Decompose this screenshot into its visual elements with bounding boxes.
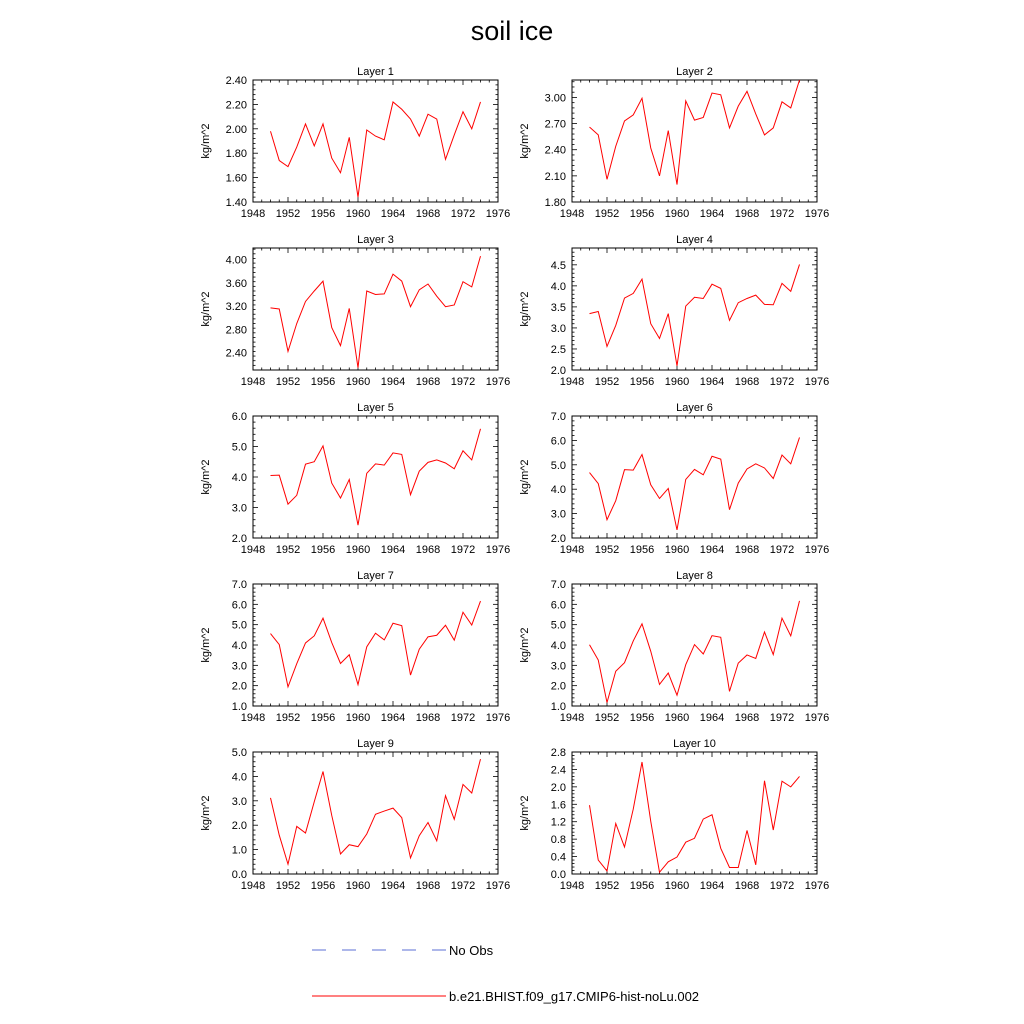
panel-title: Layer 2 <box>676 66 713 78</box>
panel-layer-8 <box>519 570 829 724</box>
y-tick-label: 4.5 <box>550 259 566 272</box>
y-tick-label: 0.8 <box>550 834 566 847</box>
y-axis-label: kg/m^2 <box>200 291 212 327</box>
x-tick-label: 1964 <box>699 880 725 892</box>
x-tick-label: 1956 <box>310 376 336 388</box>
y-tick-label: 2.40 <box>225 347 247 360</box>
x-tick-label: 1968 <box>734 208 760 220</box>
x-tick-label: 1972 <box>769 544 795 556</box>
figure-title: soil ice <box>470 16 554 46</box>
y-tick-label: 1.6 <box>550 799 566 812</box>
x-tick-label: 1952 <box>275 208 301 220</box>
x-tick-label: 1960 <box>664 880 690 892</box>
y-tick-label: 5.0 <box>231 441 247 454</box>
y-tick-label: 0.0 <box>231 869 247 881</box>
x-tick-label: 1968 <box>734 712 760 724</box>
y-tick-label: 7.0 <box>550 579 566 591</box>
y-axis-label: kg/m^2 <box>519 291 531 327</box>
x-tick-label: 1976 <box>804 712 830 724</box>
panel-layer-3 <box>200 234 510 388</box>
plot-frame <box>572 248 817 370</box>
x-tick-label: 1968 <box>415 880 441 892</box>
data-line-series-1 <box>271 102 481 197</box>
panel-title: Layer 4 <box>676 234 713 246</box>
y-tick-label: 3.0 <box>231 795 247 808</box>
y-tick-label: 2.80 <box>225 324 247 337</box>
data-line-series-1 <box>271 429 481 525</box>
x-tick-label: 1952 <box>594 544 620 556</box>
x-tick-label: 1964 <box>699 208 725 220</box>
y-axis-label: kg/m^2 <box>200 627 212 663</box>
y-tick-label: 6.0 <box>231 411 247 423</box>
y-tick-label: 2.0 <box>231 533 247 545</box>
x-tick-label: 1972 <box>769 208 795 220</box>
panel-title: Layer 6 <box>676 402 713 414</box>
x-tick-label: 1948 <box>240 544 266 556</box>
x-tick-label: 1976 <box>804 376 830 388</box>
y-tick-label: 1.0 <box>550 701 566 713</box>
x-tick-label: 1956 <box>629 208 655 220</box>
x-tick-label: 1952 <box>594 208 620 220</box>
y-tick-label: 3.0 <box>550 508 566 521</box>
x-tick-label: 1968 <box>415 544 441 556</box>
x-tick-label: 1948 <box>559 376 585 388</box>
x-tick-label: 1956 <box>629 544 655 556</box>
y-tick-label: 1.0 <box>231 701 247 713</box>
y-tick-label: 2.8 <box>550 747 566 759</box>
x-tick-label: 1948 <box>559 544 585 556</box>
y-tick-label: 6.0 <box>550 435 566 448</box>
y-tick-label: 2.0 <box>550 781 566 794</box>
y-tick-label: 2.0 <box>550 533 566 545</box>
x-tick-label: 1964 <box>380 712 406 724</box>
legend-model-label: b.e21.BHIST.f09_g17.CMIP6-hist-noLu.002 <box>449 989 700 1004</box>
y-tick-label: 1.60 <box>225 172 247 185</box>
panel-title: Layer 9 <box>357 738 394 750</box>
x-tick-label: 1952 <box>594 712 620 724</box>
y-tick-label: 4.0 <box>550 640 566 652</box>
y-axis-label: kg/m^2 <box>200 123 212 159</box>
y-tick-label: 2.0 <box>231 680 247 693</box>
x-tick-label: 1972 <box>450 376 476 388</box>
y-tick-label: 4.0 <box>550 484 566 497</box>
x-tick-label: 1960 <box>664 712 690 724</box>
y-tick-label: 7.0 <box>231 579 247 591</box>
x-tick-label: 1952 <box>594 880 620 892</box>
y-tick-label: 2.4 <box>550 764 566 777</box>
y-tick-label: 4.0 <box>231 640 247 652</box>
y-tick-label: 3.5 <box>550 301 566 314</box>
x-tick-label: 1972 <box>450 544 476 556</box>
x-tick-label: 1956 <box>310 208 336 220</box>
x-tick-label: 1976 <box>804 544 830 556</box>
y-tick-label: 2.0 <box>550 680 566 693</box>
y-tick-label: 3.0 <box>550 660 566 673</box>
y-tick-label: 5.0 <box>231 747 247 759</box>
plot-frame <box>572 80 817 202</box>
panel-layer-1 <box>200 66 510 220</box>
x-tick-label: 1972 <box>450 880 476 892</box>
plot-frame <box>253 584 498 706</box>
panel-layer-5 <box>200 402 510 556</box>
x-tick-label: 1956 <box>310 712 336 724</box>
panel-layer-2 <box>519 66 829 220</box>
y-tick-label: 0.0 <box>550 869 566 881</box>
y-tick-label: 5.0 <box>231 619 247 632</box>
x-tick-label: 1956 <box>629 712 655 724</box>
y-axis-label: kg/m^2 <box>519 459 531 495</box>
y-axis-label: kg/m^2 <box>519 627 531 663</box>
plot-frame <box>253 248 498 370</box>
x-tick-label: 1968 <box>415 208 441 220</box>
y-tick-label: 1.80 <box>544 197 566 209</box>
x-tick-label: 1960 <box>345 376 371 388</box>
x-tick-label: 1976 <box>485 376 511 388</box>
x-tick-label: 1968 <box>734 544 760 556</box>
x-tick-label: 1948 <box>240 208 266 220</box>
plot-frame <box>253 80 498 202</box>
x-tick-label: 1960 <box>345 712 371 724</box>
y-tick-label: 1.0 <box>231 844 247 857</box>
x-tick-label: 1964 <box>380 880 406 892</box>
y-tick-label: 2.0 <box>550 365 566 377</box>
y-tick-label: 3.60 <box>225 277 247 290</box>
y-tick-label: 3.00 <box>544 92 566 105</box>
data-line-series-1 <box>590 437 800 529</box>
data-line-series-1 <box>590 80 800 185</box>
x-tick-label: 1956 <box>310 544 336 556</box>
y-tick-label: 1.80 <box>225 148 247 161</box>
y-tick-label: 2.40 <box>225 75 247 87</box>
data-line-series-1 <box>271 601 481 687</box>
x-tick-label: 1948 <box>240 712 266 724</box>
panel-layer-9 <box>200 738 510 892</box>
panel-layer-10 <box>519 738 829 892</box>
panel-layer-7 <box>200 570 510 724</box>
x-tick-label: 1972 <box>769 376 795 388</box>
x-tick-label: 1968 <box>734 376 760 388</box>
panel-title: Layer 10 <box>673 738 716 750</box>
y-tick-label: 4.0 <box>231 771 247 784</box>
y-tick-label: 3.0 <box>550 322 566 335</box>
x-tick-label: 1948 <box>559 712 585 724</box>
panel-title: Layer 1 <box>357 66 394 78</box>
x-tick-label: 1968 <box>415 712 441 724</box>
x-tick-label: 1976 <box>485 712 511 724</box>
x-tick-label: 1972 <box>769 880 795 892</box>
y-tick-label: 0.4 <box>550 851 566 864</box>
y-tick-label: 2.70 <box>544 118 566 131</box>
y-tick-label: 2.5 <box>550 343 566 356</box>
x-tick-label: 1952 <box>275 376 301 388</box>
data-line-series-1 <box>590 601 800 703</box>
panel-layer-4 <box>519 234 829 388</box>
x-tick-label: 1964 <box>699 712 725 724</box>
x-tick-label: 1972 <box>769 712 795 724</box>
y-tick-label: 2.20 <box>225 99 247 112</box>
x-tick-label: 1956 <box>310 880 336 892</box>
plot-frame <box>572 752 817 874</box>
y-axis-label: kg/m^2 <box>519 795 531 831</box>
data-line-series-1 <box>590 264 800 365</box>
x-tick-label: 1956 <box>629 880 655 892</box>
x-tick-label: 1964 <box>699 544 725 556</box>
plot-frame <box>572 416 817 538</box>
panel-title: Layer 3 <box>357 234 394 246</box>
x-tick-label: 1968 <box>734 880 760 892</box>
x-tick-label: 1960 <box>345 880 371 892</box>
x-tick-label: 1952 <box>594 376 620 388</box>
x-tick-label: 1948 <box>559 880 585 892</box>
x-tick-label: 1976 <box>804 208 830 220</box>
x-tick-label: 1960 <box>664 208 690 220</box>
y-tick-label: 6.0 <box>550 599 566 612</box>
x-tick-label: 1976 <box>485 880 511 892</box>
y-axis-label: kg/m^2 <box>200 459 212 495</box>
x-tick-label: 1972 <box>450 208 476 220</box>
x-tick-label: 1964 <box>380 544 406 556</box>
y-tick-label: 7.0 <box>550 411 566 423</box>
y-tick-label: 4.0 <box>550 280 566 293</box>
x-tick-label: 1964 <box>380 208 406 220</box>
x-tick-label: 1952 <box>275 544 301 556</box>
y-tick-label: 1.2 <box>550 816 566 829</box>
x-tick-label: 1956 <box>629 376 655 388</box>
y-axis-label: kg/m^2 <box>519 123 531 159</box>
x-tick-label: 1964 <box>380 376 406 388</box>
y-tick-label: 2.10 <box>544 170 566 183</box>
y-tick-label: 3.20 <box>225 301 247 314</box>
data-line-series-1 <box>590 762 800 872</box>
x-tick-label: 1960 <box>345 544 371 556</box>
legend-obs-label: No Obs <box>449 943 494 958</box>
x-tick-label: 1976 <box>485 544 511 556</box>
data-line-series-1 <box>271 759 481 864</box>
x-tick-label: 1960 <box>345 208 371 220</box>
y-tick-label: 4.0 <box>231 472 247 484</box>
y-tick-label: 4.00 <box>225 254 247 267</box>
y-tick-label: 5.0 <box>550 619 566 632</box>
y-tick-label: 2.00 <box>225 123 247 136</box>
panel-title: Layer 8 <box>676 570 713 582</box>
plot-frame <box>253 416 498 538</box>
x-tick-label: 1976 <box>485 208 511 220</box>
x-tick-label: 1972 <box>450 712 476 724</box>
panel-layer-6 <box>519 402 829 556</box>
y-tick-label: 5.0 <box>550 459 566 472</box>
x-tick-label: 1948 <box>240 880 266 892</box>
y-tick-label: 3.0 <box>231 502 247 515</box>
y-axis-label: kg/m^2 <box>200 795 212 831</box>
data-line-series-1 <box>271 256 481 368</box>
y-tick-label: 2.0 <box>231 820 247 833</box>
panel-title: Layer 7 <box>357 570 394 582</box>
x-tick-label: 1948 <box>240 376 266 388</box>
x-tick-label: 1964 <box>699 376 725 388</box>
x-tick-label: 1960 <box>664 376 690 388</box>
x-tick-label: 1968 <box>415 376 441 388</box>
x-tick-label: 1948 <box>559 208 585 220</box>
y-tick-label: 2.40 <box>544 144 566 157</box>
y-tick-label: 6.0 <box>231 599 247 612</box>
x-tick-label: 1976 <box>804 880 830 892</box>
x-tick-label: 1952 <box>275 880 301 892</box>
x-tick-label: 1960 <box>664 544 690 556</box>
panel-title: Layer 5 <box>357 402 394 414</box>
y-tick-label: 3.0 <box>231 660 247 673</box>
x-tick-label: 1952 <box>275 712 301 724</box>
y-tick-label: 1.40 <box>225 197 247 209</box>
